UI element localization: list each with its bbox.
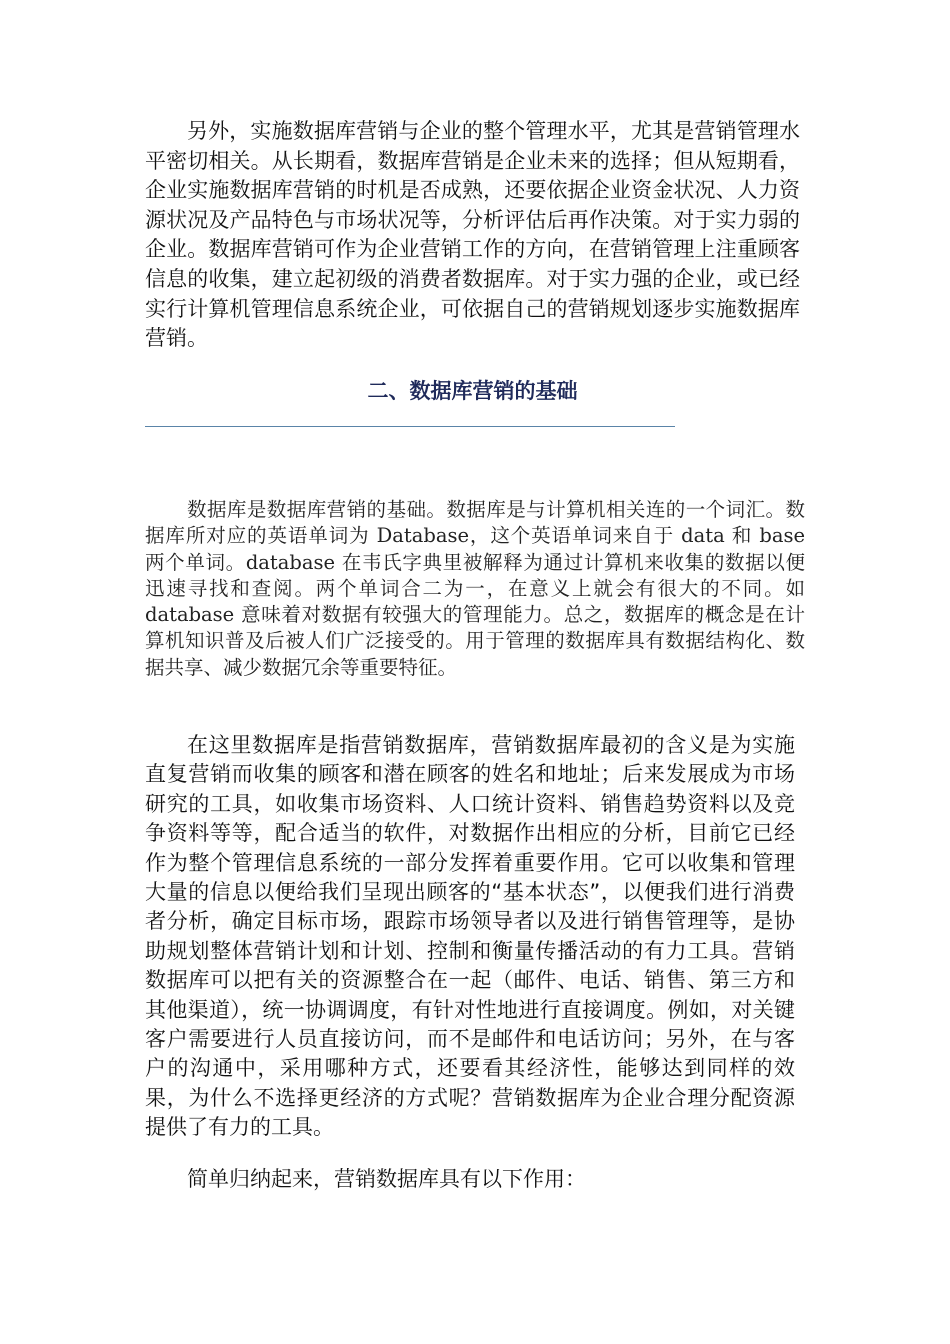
paragraph-1: 另外，实施数据库营销与企业的整个管理水平，尤其是营销管理水平密切相关。从长期看，数据库营销是企业未来的选择；但从短期看，企业实施数据库营销的时机是否成熟，还要依据企业资金状况、人力资源状况及产品特色与市场状况等，分析评估后再作决策。对于实力弱的企业。数据库营销可作为企业营销工作的方向，在营销管理上注重顾客信息的收集，建立起初级的消费者数据库。对于实力强的企业，或已经实行计算机管理信息系统企业，可依据自己的营销规划逐步实施数据库营销。 <box>145 119 800 351</box>
paragraph-4: 简单归纳起来，营销数据库具有以下作用： <box>187 1167 586 1191</box>
section-heading: 二、数据库营销的基础 <box>367 379 578 403</box>
paragraph-2: 数据库是数据库营销的基础。数据库是与计算机相关连的一个词汇。数据库所对应的英语单词为 Database，这个英语单词来自于 data 和 base 两个单词。database 在韦氏字典里被解释为通过计算机来收集的数据以便迅速寻找和查阅。两个单词合二为一，在意义上就会有很大的不同。如 database 意味着对数据有较强大的管理能力。总之，数据库的概念是在计算机知识普及后被人们广泛接受的。用于管理的数据库具有数据结构化、数据共享、减少数据冗余等重要特征。 <box>145 498 805 679</box>
paragraph-3: 在这里数据库是指营销数据库，营销数据库最初的含义是为实施直复营销而收集的顾客和潜在顾客的姓名和地址；后来发展成为市场研究的工具，如收集市场资料、人口统计资料、销售趋势资料以及竞争资料等等，配合适当的软件，对数据作出相应的分析，目前它已经作为整个管理信息系统的一部分发挥着重要作用。它可以收集和管理大量的信息以便给我们呈现出顾客的“基本状态”，以便我们进行消费者分析，确定目标市场，跟踪市场领导者以及进行销售管理等，是协助规划整体营销计划和计划、控制和衡量传播活动的有力工具。营销数据库可以把有关的资源整合在一起（邮件、电话、销售、第三方和其他渠道），统一协调调度，有针对性地进行直接调度。例如，对关键客户需要进行人员直接访问，而不是邮件和电话访问；另外，在与客户的沟通中，采用哪种方式，还要看其经济性，能够达到同样的效果，为什么不选择更经济的方式呢？营销数据库为企业合理分配资源提供了有力的工具。 <box>145 733 795 1140</box>
heading-divider <box>145 426 675 427</box>
